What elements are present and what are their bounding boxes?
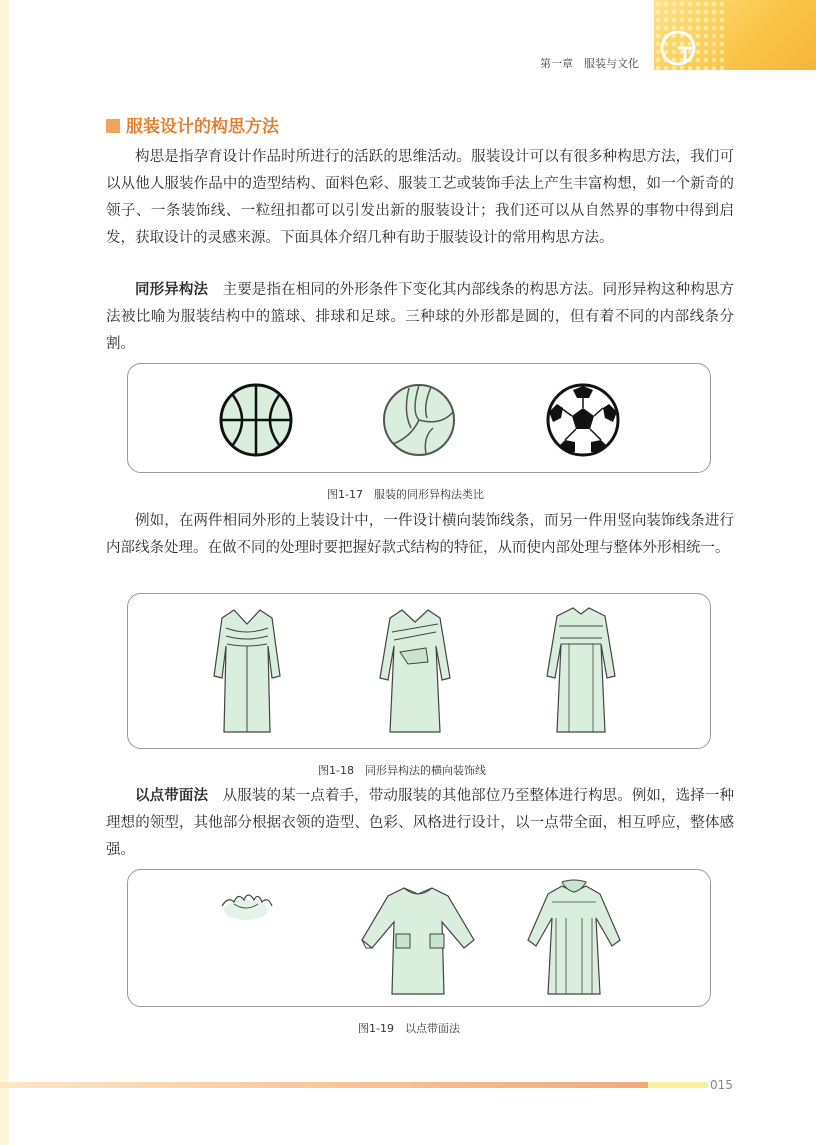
volleyball-icon: [381, 382, 457, 458]
term-point-to-surface: 以点带面法: [135, 788, 209, 804]
page-number: 015: [710, 1078, 733, 1092]
figure-1-19-caption: 图1-19 以点带面法: [358, 1022, 460, 1035]
dress-with-collar-1: [360, 882, 476, 1000]
dress-horizontal-lines-3: [545, 604, 617, 738]
footer-rule-accent: [648, 1082, 708, 1088]
paragraph-intro: 构思是指孕育设计作品时所进行的活跃的思维活动。服装设计可以有很多种构思方法，我们可以从他人服装作品中的造型结构、面料色彩、服装工艺或装饰手法上产生丰富构想，如一个新奇的领子、一条装饰线、一粒纽扣都可以引发出新的服装设计；我们还可以从自然界的事物中得到启发，获取设计的灵感来源。下面具体介绍几种有助于服装设计的常用构思方法。: [106, 149, 734, 246]
term-same-shape: 同形异构法: [135, 282, 209, 298]
dress-horizontal-lines-1: [212, 606, 282, 738]
figure-1-18-caption: 图1-18 同形异构法的横向装饰线: [318, 764, 486, 777]
dress-horizontal-lines-2: [378, 606, 452, 738]
paragraph-point-to-surface: 以点带面法 从服装的某一点着手，带动服装的其他部位乃至整体进行构思。例如，选择一种理想的领型，其他部分根据衣领的造型、色彩、风格进行设计，以一点带全面，相互呼应，整体感强。: [106, 788, 734, 858]
paragraph-example: 例如，在两件相同外形的上装设计中，一件设计横向装饰线条，而另一件用竖向装饰线条进行内部线条处理。在做不同的处理时要把握好款式结构的特征，从而使内部处理与整体外形相统一。: [106, 513, 734, 556]
figure-1-17-caption: 图1-17 服装的同形异构法类比: [327, 488, 484, 501]
section-marker-icon: [106, 119, 120, 133]
dress-with-collar-2: [526, 876, 622, 1000]
chapter-logo-icon: [658, 28, 698, 68]
basketball-icon: [218, 382, 294, 458]
paragraph-same-shape: 同形异构法 主要是指在相同的外形条件下变化其内部线条的构思方法。同形异构这种构思方法被比喻为服装结构中的篮球、排球和足球。三种球的外形都是圆的，但有着不同的内部线条分割。: [106, 282, 734, 352]
left-margin-strip: [0, 0, 9, 1145]
section-title: 服装设计的构思方法: [106, 112, 279, 137]
soccer-ball-icon: [545, 382, 621, 458]
running-head: 第一章 服装与文化: [540, 57, 639, 70]
ruffled-collar-sketch: [218, 886, 274, 926]
footer-rule: [0, 1082, 648, 1088]
